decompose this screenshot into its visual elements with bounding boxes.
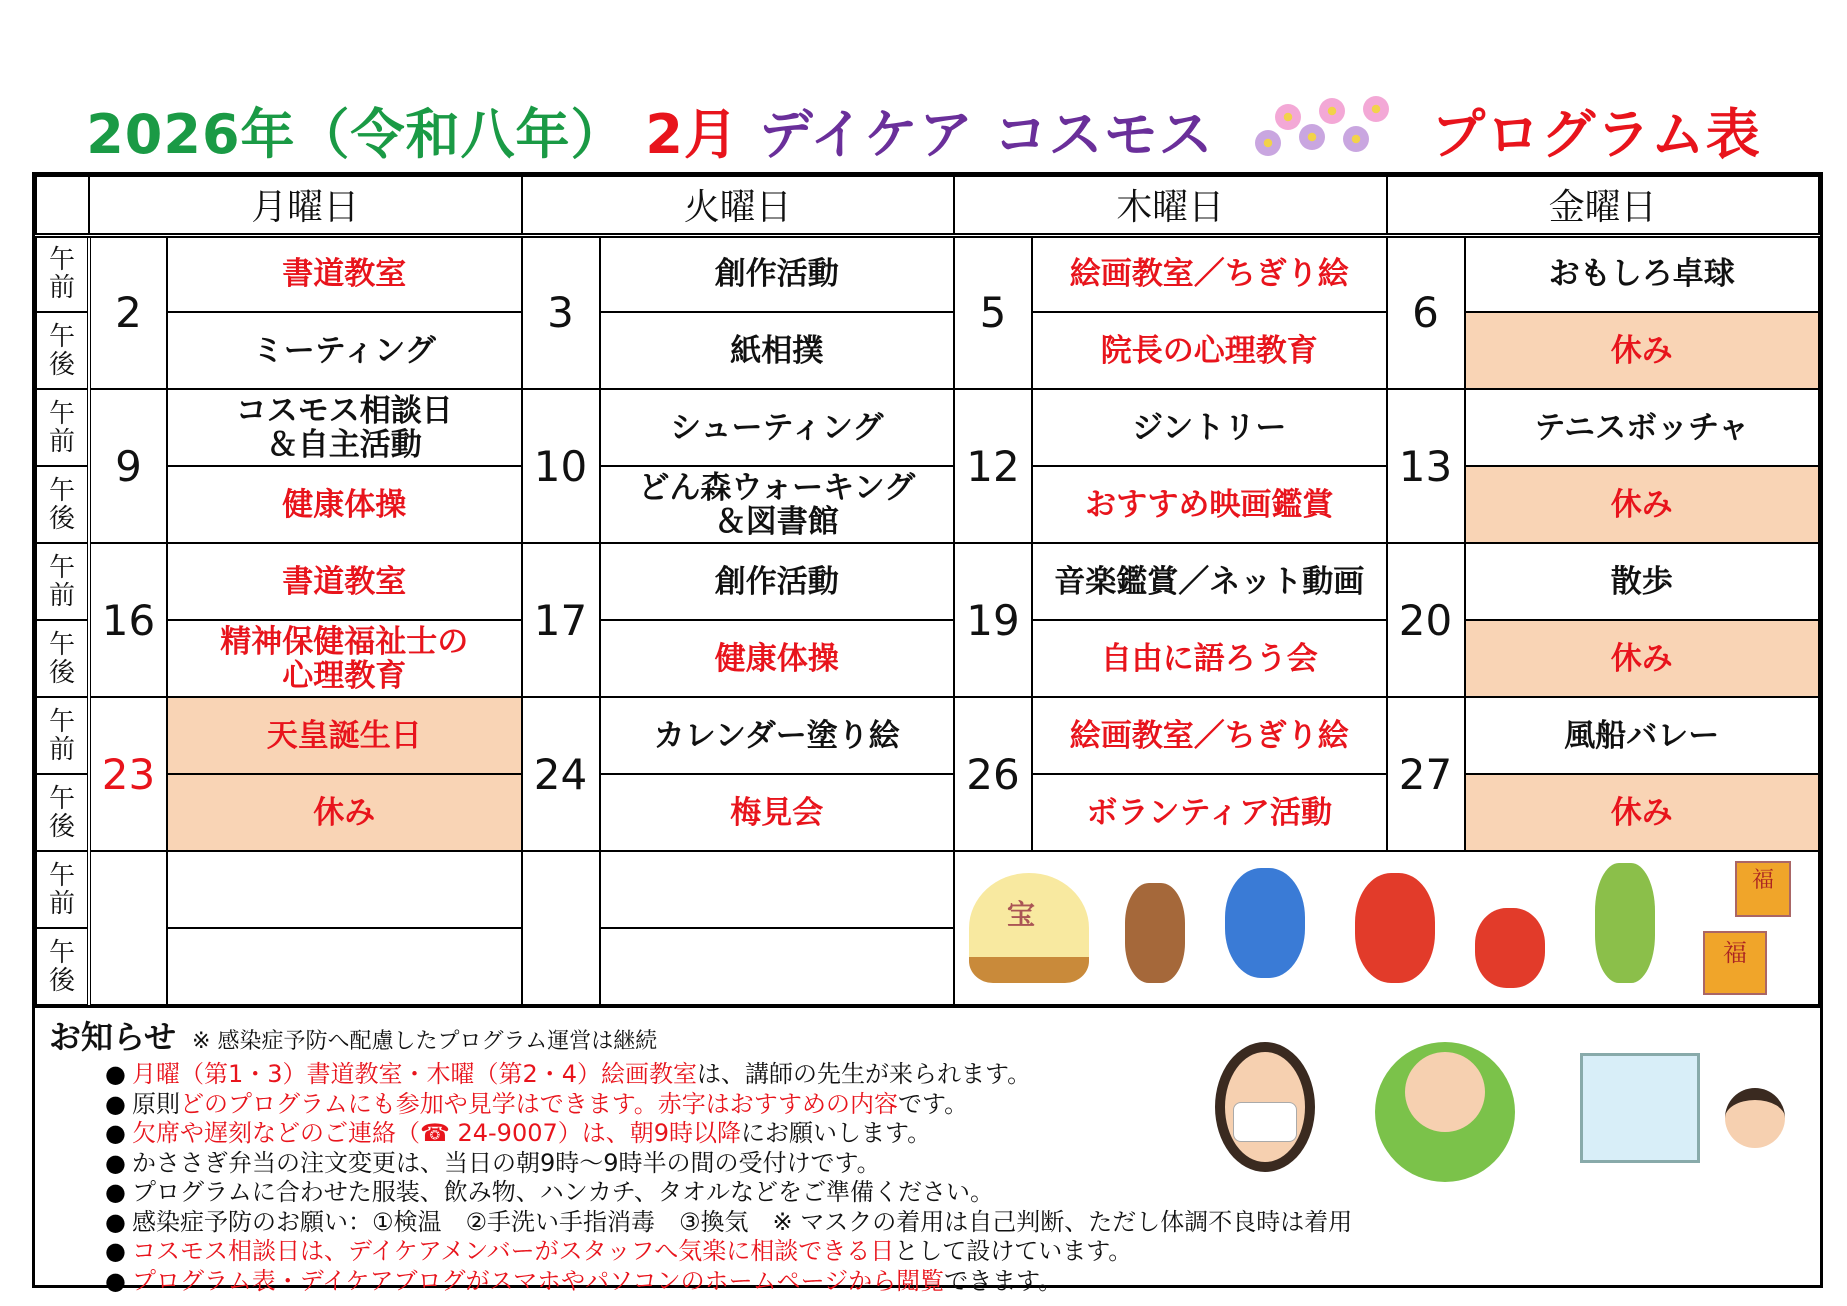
date-cell: 6: [1387, 235, 1465, 389]
period-label-pm: 午 後: [36, 620, 89, 697]
corner-cell: [36, 176, 89, 235]
event-cell-pm: ボランティア活動: [1032, 774, 1387, 851]
notice-item: [105, 1090, 1806, 1120]
event-cell-pm: 健康体操: [600, 620, 955, 697]
event-cell-pm: 休み: [1465, 312, 1820, 389]
event-cell-pm: 健康体操: [167, 466, 522, 543]
blue-oni-icon: [1225, 868, 1305, 978]
event-cell-empty: [600, 851, 955, 928]
event-cell-am: 風船バレー: [1465, 697, 1820, 774]
event-cell-pm: どん森ウォーキング ＆図書館: [600, 466, 955, 543]
event-cell-empty: [167, 928, 522, 1005]
week-row-pm: [36, 466, 1819, 543]
notice-text: 感染症予防のお願い：①検温 ②手洗い手指消毒 ③換気 ※ マスクの着用は自己判断、ただし体調不良時は着用: [131, 1207, 1353, 1236]
fuku-label: 福: [1751, 868, 1774, 893]
event-cell-am: テニスボッチャ: [1465, 389, 1820, 466]
day-header: 火曜日: [522, 176, 955, 235]
event-cell-am: ジントリー: [1032, 389, 1387, 466]
notice-item: [105, 1119, 1806, 1149]
notice-section: [35, 1005, 1820, 1295]
date-cell: 13: [1387, 389, 1465, 543]
event-cell-pm: 精神保健福祉士の 心理教育: [167, 620, 522, 697]
notice-text: にお願いします。: [741, 1119, 932, 1147]
red-oni-small-icon: [1475, 908, 1545, 988]
date-cell: 3: [522, 235, 600, 389]
notice-text: 月曜（第1・3）書道教室・木曜（第2・4）絵画教室: [131, 1060, 698, 1088]
notice-text: 欠席や遅刻などのご連絡（☎ 24-9007）は、朝9時以降: [131, 1119, 742, 1147]
notice-text: です。: [898, 1089, 969, 1118]
event-cell-am: 散歩: [1465, 543, 1820, 620]
mask-person-illustration: [1215, 1042, 1315, 1172]
period-label-am: 午 前: [36, 697, 89, 774]
event-cell-am: 絵画教室／ちぎり絵: [1032, 697, 1387, 774]
event-cell-am: 書道教室: [167, 235, 522, 312]
notice-text: プログラムに合わせた服装、飲み物、ハンカチ、タオルなどをご準備ください。: [131, 1178, 995, 1206]
title-year: 2026年（令和八年）: [86, 103, 626, 166]
event-cell-pm: 自由に語ろう会: [1032, 620, 1387, 697]
title-suffix: プログラム表: [1431, 103, 1761, 166]
notice-text: 原則: [131, 1089, 180, 1118]
period-label-pm: 午 後: [36, 774, 89, 851]
week-row-pm: [36, 312, 1819, 389]
event-cell-am: シューティング: [600, 389, 955, 466]
ventilation-illustration: [1580, 1053, 1700, 1163]
person-window-illustration: [1725, 1088, 1785, 1148]
notice-text: かささぎ弁当の注文変更は、当日の朝9時～9時半の間の受付けです。: [131, 1148, 881, 1177]
notice-text: プログラム表・デイケアブログがスマホやパソコンのホームページから閲覧: [131, 1266, 945, 1295]
event-cell-empty: [600, 928, 955, 1005]
event-cell-pm: 休み: [1465, 620, 1820, 697]
event-cell-pm: 休み: [1465, 466, 1820, 543]
horse-icon: [1125, 883, 1185, 983]
week-row-am: [36, 389, 1819, 466]
notice-subheading: ※ 感染症予防へ配慮したプログラム運営は継続: [192, 1029, 658, 1054]
notice-item: [105, 1178, 1806, 1208]
date-cell: 12: [954, 389, 1032, 543]
notice-heading: お知らせ: [49, 1018, 177, 1056]
notice-item: [105, 1237, 1806, 1267]
week-row-am: [36, 697, 1819, 774]
event-cell-am: 書道教室: [167, 543, 522, 620]
page-title: [0, 92, 1847, 169]
date-cell: 24: [522, 697, 600, 851]
day-header: 金曜日: [1387, 176, 1820, 235]
title-name2: コスモス: [993, 103, 1214, 166]
fuku-label: 福: [1723, 939, 1747, 967]
event-cell-am: 創作活動: [600, 235, 955, 312]
day-header: 月曜日: [89, 176, 522, 235]
event-cell-empty: [167, 851, 522, 928]
date-cell: 10: [522, 389, 600, 543]
event-cell-am: 絵画教室／ちぎり絵: [1032, 235, 1387, 312]
date-cell: 17: [522, 543, 600, 697]
period-label-am: 午 前: [36, 235, 89, 312]
period-label-pm: 午 後: [36, 312, 89, 389]
event-cell-pm: 休み: [167, 774, 522, 851]
date-cell-empty: [89, 851, 167, 1005]
event-cell-am: 天皇誕生日: [167, 697, 522, 774]
week-row-am: [36, 543, 1819, 620]
notice-text: どのプログラムにも参加や見学はできます。赤字はおすすめの内容: [179, 1089, 899, 1118]
event-cell-pm: 休み: [1465, 774, 1820, 851]
bean-box-icon: [1735, 861, 1791, 917]
day-header: 木曜日: [954, 176, 1387, 235]
date-cell: 9: [89, 389, 167, 543]
event-cell-pm: 紙相撲: [600, 312, 955, 389]
period-label-pm: 午 後: [36, 466, 89, 543]
event-cell-pm: 院長の心理教育: [1032, 312, 1387, 389]
week-row-am: [36, 235, 1819, 312]
date-cell: 5: [954, 235, 1032, 389]
period-label-am: 午 前: [36, 851, 89, 928]
event-cell-pm: おすすめ映画鑑賞: [1032, 466, 1387, 543]
bean-throwing-person-icon: [1595, 863, 1655, 983]
bean-box-icon: [1703, 931, 1767, 995]
notice-text: コスモス相談日は、デイケアメンバーがスタッフへ気楽に相談できる日: [131, 1237, 895, 1265]
event-cell-pm: ミーティング: [167, 312, 522, 389]
week-row-pm: [36, 774, 1819, 851]
event-cell-am: 音楽鑑賞／ネット動画: [1032, 543, 1387, 620]
period-label-am: 午 前: [36, 389, 89, 466]
period-label-pm: 午 後: [36, 928, 89, 1005]
date-cell: 26: [954, 697, 1032, 851]
title-month: 2月: [645, 103, 739, 166]
handwashing-illustration: [1375, 1042, 1515, 1182]
cosmos-flower-icon: [1247, 96, 1397, 166]
date-cell: 16: [89, 543, 167, 697]
event-cell-am: おもしろ卓球: [1465, 235, 1820, 312]
date-cell: 27: [1387, 697, 1465, 851]
date-cell: 23: [89, 697, 167, 851]
event-cell-pm: 梅見会: [600, 774, 955, 851]
date-cell: 20: [1387, 543, 1465, 697]
date-cell: 2: [89, 235, 167, 389]
treasure-label: 宝: [1007, 898, 1036, 931]
event-cell-am: コスモス相談日 ＆自主活動: [167, 389, 522, 466]
notice-text: として設けています。: [894, 1237, 1133, 1265]
notice-text: できます。: [944, 1266, 1063, 1295]
program-table: [32, 172, 1823, 1295]
notice-list: [105, 1060, 1806, 1296]
event-cell-am: カレンダー塗り絵: [600, 697, 955, 774]
title-name1: デイケア: [758, 103, 974, 166]
date-cell: 19: [954, 543, 1032, 697]
red-oni-icon: [1355, 873, 1435, 983]
week-row-pm: [36, 620, 1819, 697]
setsubun-illustration: [954, 851, 1819, 1005]
period-label-am: 午 前: [36, 543, 89, 620]
date-cell-empty: [522, 851, 600, 1005]
notice-item: [105, 1060, 1806, 1090]
notice-item: [105, 1208, 1806, 1238]
notice-item: [105, 1267, 1806, 1297]
event-cell-am: 創作活動: [600, 543, 955, 620]
notice-text: は、講師の先生が来られます。: [697, 1060, 1032, 1088]
treasure-ship-icon: [969, 873, 1089, 983]
notice-item: [105, 1149, 1806, 1179]
